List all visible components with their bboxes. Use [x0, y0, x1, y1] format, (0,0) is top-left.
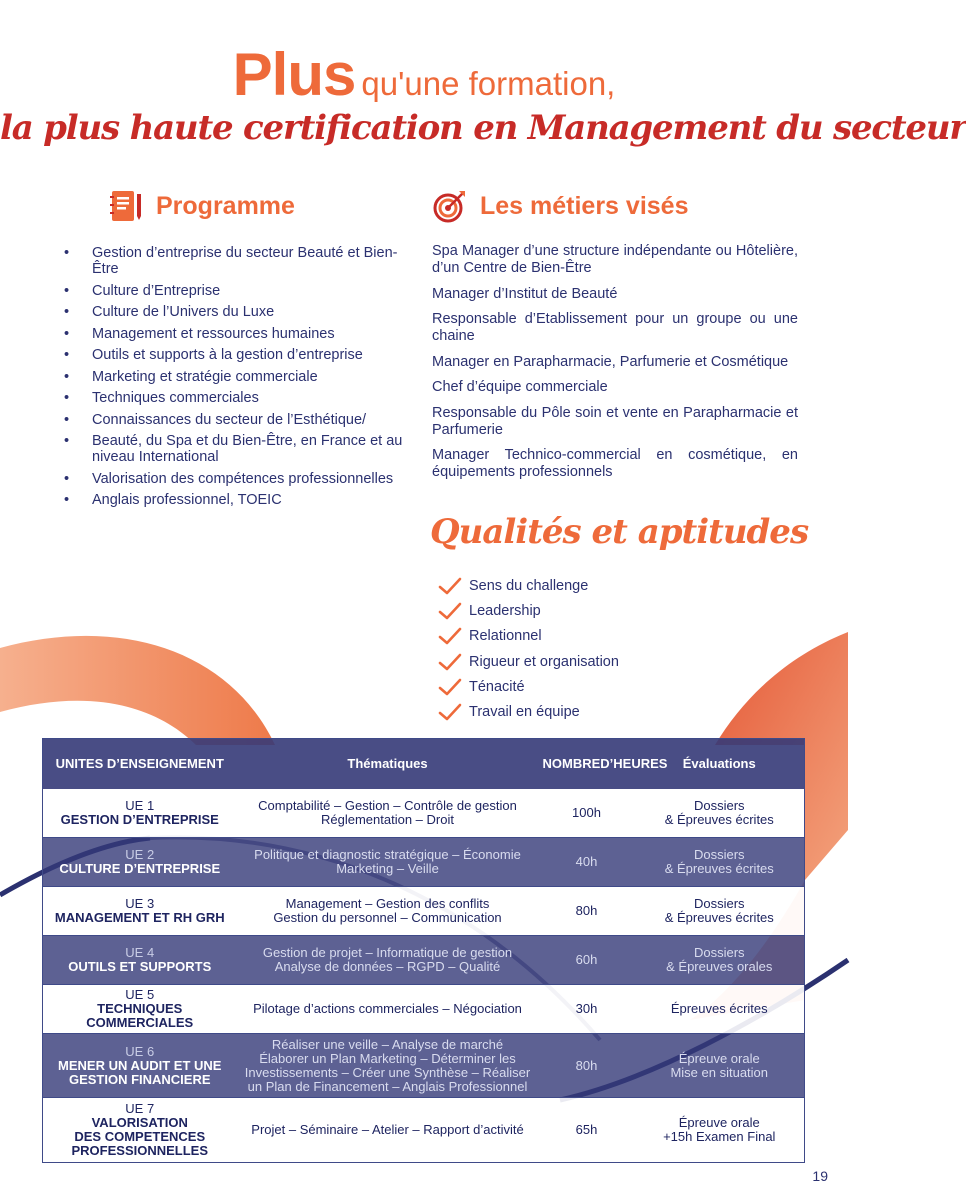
- list-item: • Culture d’Entreprise: [64, 283, 418, 299]
- eval-line: & Épreuves orales: [666, 959, 773, 974]
- hours-cell: 30h: [539, 985, 635, 1034]
- ue-name: GESTION FINANCIERE: [68, 1071, 211, 1087]
- programme-header: [108, 188, 295, 224]
- them-line: Gestion du personnel – Communication: [273, 910, 502, 925]
- list-item: • Gestion d’entreprise du secteur Beauté et Bien-Être: [64, 245, 418, 277]
- list-item: • Valorisation des compétences professionnelles: [64, 471, 418, 487]
- eval-line: Dossiers: [693, 847, 745, 862]
- hours-cell: 40h: [539, 838, 635, 887]
- eval-line: Mise en situation: [670, 1064, 769, 1080]
- ue-cell: [43, 936, 237, 985]
- thematiques-cell: [237, 985, 539, 1034]
- list-item: • Outils et supports à la gestion d’entreprise: [64, 347, 418, 363]
- notebook-icon: [108, 188, 144, 224]
- list-item: Spa Manager d’une structure indépendante ou Hôtelière, d’un Centre de Bien-Être: [432, 243, 798, 276]
- target-icon: [432, 188, 468, 224]
- table-row: [43, 838, 805, 887]
- them-line: un Plan de Financement – Anglais Professionnel: [247, 1078, 528, 1094]
- list-item: [438, 674, 619, 699]
- eval-line: Dossiers: [693, 797, 745, 813]
- quality-label: Ténacité: [469, 678, 525, 695]
- quality-label: Relationnel: [469, 628, 542, 645]
- ue-name: GESTION D’ENTREPRISE: [60, 811, 219, 827]
- evaluation-cell: [635, 789, 805, 838]
- ue-number: UE 7: [125, 1101, 155, 1116]
- table-row: [43, 887, 805, 936]
- ue-name: MENER UN AUDIT ET UNE: [58, 1057, 222, 1073]
- ue-name: PROFESSIONNELLES: [71, 1143, 209, 1158]
- check-icon: [438, 703, 462, 721]
- list-item: Responsable du Pôle soin et vente en Parapharmacie et Parfumerie: [432, 404, 798, 438]
- ue-number: UE 1: [125, 797, 155, 813]
- hours-cell: 60h: [539, 936, 635, 985]
- header-thematiques: Thématiques: [347, 756, 428, 772]
- qualites-list: [438, 573, 619, 725]
- ue-cell: [43, 887, 237, 936]
- list-item: [438, 699, 619, 724]
- ue-table: [42, 738, 805, 1163]
- hours-cell: 80h: [539, 1034, 635, 1098]
- them-line: Comptabilité – Gestion – Contrôle de gestion: [258, 797, 517, 813]
- them-line: Gestion de projet – Informatique de gestion: [262, 945, 513, 960]
- list-item: • Marketing et stratégie commerciale: [64, 369, 418, 385]
- list-item: Manager d’Institut de Beauté: [432, 285, 618, 302]
- evaluation-cell: [635, 1098, 805, 1163]
- eval-line: Épreuve orale: [678, 1115, 760, 1130]
- check-icon: [438, 602, 462, 620]
- hours-cell: 80h: [539, 887, 635, 936]
- eval-line: & Épreuves écrites: [664, 811, 774, 827]
- hours-cell: 100h: [539, 789, 635, 838]
- metiers-title: Les métiers visés: [480, 191, 689, 220]
- table-header-row: [43, 739, 805, 789]
- ue-cell: [43, 789, 237, 838]
- check-icon: [438, 627, 462, 645]
- metiers-header: [432, 188, 688, 224]
- header-unites: UNITES D’ENSEIGNEMENT: [55, 756, 224, 772]
- metiers-list: [432, 243, 798, 490]
- eval-line: +15h Examen Final: [663, 1129, 776, 1144]
- ue-name: OUTILS ET SUPPORTS: [68, 959, 212, 974]
- ue-number: UE 4: [125, 945, 155, 960]
- eval-line: & Épreuves écrites: [664, 861, 774, 876]
- table-row: [43, 936, 805, 985]
- evaluation-cell: [635, 1034, 805, 1098]
- list-item: Manager Technico-commercial en cosmétique, en équipements professionnels: [432, 447, 798, 480]
- them-line: Investissements – Créer une Synthèse – Réaliser: [244, 1064, 531, 1080]
- list-item: • Anglais professionnel, TOEIC: [64, 492, 418, 508]
- quality-label: Rigueur et organisation: [469, 653, 619, 670]
- page-subtitle: la plus haute certification en Management du secteur: [0, 108, 966, 148]
- table-row: [43, 1034, 805, 1098]
- them-line: Management – Gestion des conflits: [285, 896, 490, 911]
- eval-line: Dossiers: [693, 896, 745, 911]
- check-icon: [438, 678, 462, 696]
- thematiques-cell: [237, 789, 539, 838]
- header-heures-1: NOMBRE: [542, 756, 601, 772]
- check-icon: [438, 577, 462, 595]
- page-title: [0, 40, 848, 109]
- ue-name: DES COMPETENCES: [74, 1129, 206, 1144]
- list-item: Responsable d’Etablissement pour un groupe ou une chaine: [432, 311, 798, 344]
- table-row: [43, 985, 805, 1034]
- thematiques-cell: [237, 1034, 539, 1098]
- quality-label: Travail en équipe: [469, 704, 580, 721]
- evaluation-cell: [635, 936, 805, 985]
- them-line: Politique et diagnostic stratégique – Économie: [254, 847, 521, 862]
- ue-cell: [43, 1098, 237, 1163]
- list-item: Chef d’équipe commerciale: [432, 379, 608, 395]
- header-heures: [539, 739, 668, 789]
- ue-number: UE 3: [125, 896, 155, 911]
- evaluation-cell: [635, 838, 805, 887]
- eval-line: & Épreuves écrites: [664, 910, 774, 925]
- quality-label: Sens du challenge: [469, 577, 589, 594]
- list-item: • Management et ressources humaines: [64, 326, 418, 342]
- ue-name: MANAGEMENT ET RH GRH: [54, 910, 225, 925]
- thematiques-cell: [237, 887, 539, 936]
- list-item: • Techniques commerciales: [64, 390, 418, 406]
- list-item: • Connaissances du secteur de l’Esthétique/: [64, 412, 418, 428]
- eval-line: Dossiers: [693, 945, 745, 960]
- ue-number: UE 6: [125, 1043, 155, 1059]
- ue-name: CULTURE D’ENTREPRISE: [59, 861, 221, 876]
- title-rest: qu'une formation,: [361, 65, 616, 102]
- page-number: 19: [812, 1168, 828, 1184]
- ue-cell: [43, 985, 237, 1034]
- ue-number: UE 2: [125, 847, 155, 862]
- them-line: Marketing – Veille: [336, 861, 439, 876]
- header-evaluations: Évaluations: [682, 756, 756, 772]
- evaluation-cell: [635, 985, 805, 1034]
- check-icon: [438, 653, 462, 671]
- list-item: Manager en Parapharmacie, Parfumerie et Cosmétique: [432, 353, 789, 370]
- qualites-title: Qualités et aptitudes: [430, 512, 809, 552]
- list-item: [438, 624, 619, 649]
- list-item: [438, 598, 619, 623]
- them-line: Réaliser une veille – Analyse de marché: [271, 1036, 504, 1052]
- evaluation-cell: [635, 887, 805, 936]
- title-strong: Plus: [232, 41, 356, 108]
- ue-cell: [43, 838, 237, 887]
- ue-number: UE 5: [125, 987, 155, 1002]
- eval-line: Épreuve orale: [678, 1050, 760, 1066]
- list-item: [438, 649, 619, 674]
- ue-cell: [43, 1034, 237, 1098]
- thematiques-cell: [237, 838, 539, 887]
- list-item: • Culture de l’Univers du Luxe: [64, 304, 418, 320]
- programme-list: [64, 245, 418, 514]
- thematiques-cell: [237, 936, 539, 985]
- ue-name: COMMERCIALES: [86, 1015, 194, 1030]
- them-line: Réglementation – Droit: [321, 811, 454, 827]
- header-heures-2: D’HEURES: [600, 756, 668, 772]
- them-line: Analyse de données – RGPD – Qualité: [274, 959, 501, 974]
- them-line: Élaborer un Plan Marketing – Déterminer les: [259, 1050, 516, 1066]
- them-line: Pilotage d’actions commerciales – Négociation: [253, 1001, 522, 1016]
- table-row: [43, 789, 805, 838]
- programme-title: Programme: [156, 191, 295, 220]
- hours-cell: 65h: [539, 1098, 635, 1163]
- them-line: Projet – Séminaire – Atelier – Rapport d’activité: [251, 1122, 524, 1137]
- eval-line: Épreuves écrites: [670, 1001, 768, 1016]
- ue-name: TECHNIQUES: [97, 1001, 183, 1016]
- thematiques-cell: [237, 1098, 539, 1163]
- ue-name: VALORISATION: [91, 1115, 188, 1130]
- list-item: [438, 573, 619, 598]
- quality-label: Leadership: [469, 602, 541, 619]
- table-row: [43, 1098, 805, 1163]
- list-item: • Beauté, du Spa et du Bien-Être, en France et au niveau International: [64, 433, 418, 465]
